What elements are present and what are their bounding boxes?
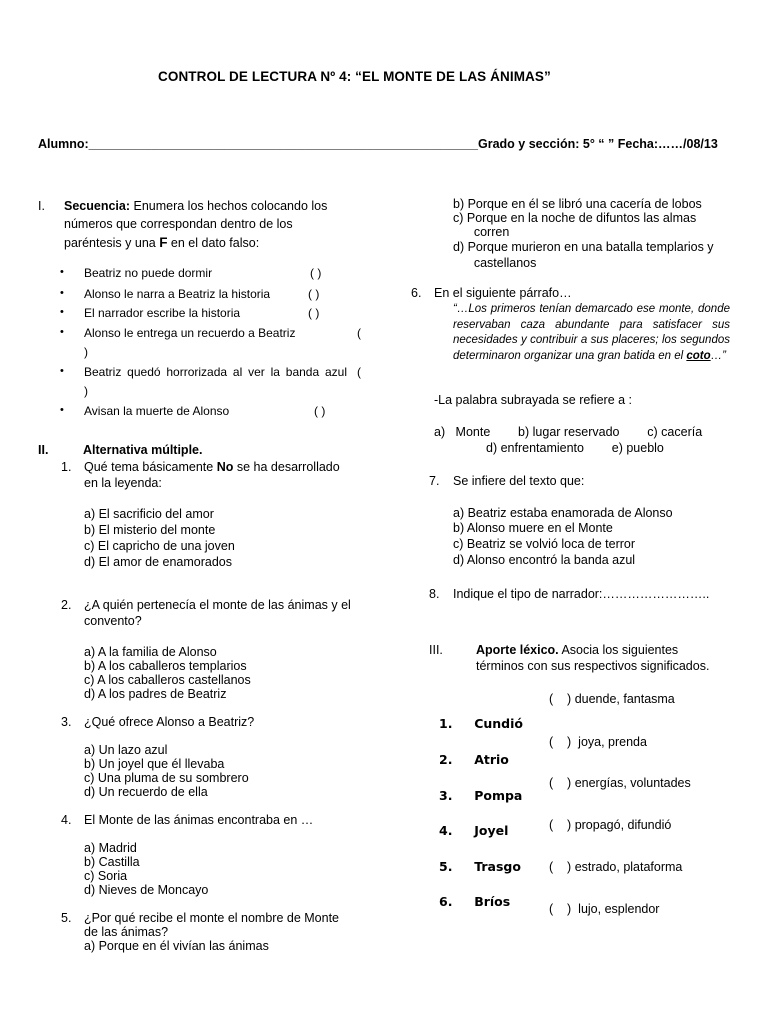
section-1-label: Secuencia: — [64, 199, 131, 213]
question-2-number: 2. — [61, 598, 72, 612]
question-5-option: a) Porque en él vivían las ánimas — [84, 939, 269, 953]
question-4-option: d) Nieves de Moncayo — [84, 883, 209, 897]
question-4-option: a) Madrid — [84, 841, 137, 855]
question-1-text: Qué tema básicamente No se ha desarrollado — [84, 460, 340, 474]
section-3-number: III. — [429, 643, 443, 657]
question-3-option: a) Un lazo azul — [84, 743, 168, 757]
question-1-option: d) El amor de enamorados — [84, 555, 232, 569]
vocab-term: 4. Joyel — [439, 823, 509, 838]
question-7-option: d) Alonso encontró la banda azul — [453, 553, 636, 567]
question-5-number: 5. — [61, 911, 72, 925]
question-7-option: b) Alonso muere en el Monte — [453, 521, 613, 535]
question-7-option: c) Beatriz se volvió loca de terror — [453, 537, 636, 551]
vocab-term: 2. Atrio — [439, 752, 509, 767]
question-1-option: a) El sacrificio del amor — [84, 507, 214, 521]
student-info-line: Alumno:________________________________________________________Grado y sección: 5° “ ” Fecha:……/08/13 — [38, 137, 718, 151]
question-3-option: d) Un recuerdo de ella — [84, 785, 208, 799]
page-title: CONTROL DE LECTURA Nº 4: “EL MONTE DE LAS ÁNIMAS” — [158, 69, 551, 84]
sequence-item: • Avisan la muerte de Alonso — [84, 404, 229, 418]
section-3-intro-line-1: Aporte léxico. Asocia los siguientes — [476, 643, 679, 657]
question-4-number: 4. — [61, 813, 72, 827]
sequence-item: • El narrador escribe la historia — [84, 306, 240, 320]
vocab-meaning: ( ) duende, fantasma — [549, 692, 675, 706]
vocab-meaning: ( ) estrado, plataforma — [549, 860, 683, 874]
question-5-option: c) Porque en la noche de difuntos las almas — [453, 211, 697, 225]
question-3-text: ¿Qué ofrece Alonso a Beatriz? — [84, 715, 255, 729]
question-6-number: 6. — [411, 286, 422, 300]
sequence-item-continuation: ) — [84, 345, 88, 359]
question-1-text-cont: en la leyenda: — [84, 476, 162, 490]
question-3-option: b) Un joyel que él llevaba — [84, 757, 225, 771]
vocab-term: 3. Pompa — [439, 788, 523, 803]
sequence-blank: ( ) — [308, 306, 320, 320]
question-4-text: El Monte de las ánimas encontraba en … — [84, 813, 314, 827]
question-5-option-cont: corren — [453, 225, 510, 239]
question-2-option: d) A los padres de Beatriz — [84, 687, 227, 701]
question-7-option: a) Beatriz estaba enamorada de Alonso — [453, 506, 673, 520]
question-1-number: 1. — [61, 460, 72, 474]
question-2-option: a) A la familia de Alonso — [84, 645, 217, 659]
sequence-blank: ( ) — [308, 287, 320, 301]
section-1-intro-line-3: paréntesis y una F en el dato falso: — [64, 235, 260, 250]
question-5-text-cont: de las ánimas? — [84, 925, 169, 939]
question-5-option: b) Porque en él se libró una cacería de lobos — [453, 197, 702, 211]
question-6-quote: “…Los primeros tenían demarcado ese monte, donde reservaban caza abundante para satisfacer sus necesidades y contribuir a sus placeres; los segundos determinaron organizar una gran batida en el coto…” — [453, 303, 730, 362]
section-1-intro-line-2: números que correspondan dentro de los — [64, 217, 293, 231]
vocab-term: 1. Cundió — [439, 716, 523, 731]
question-1-option: b) El misterio del monte — [84, 523, 216, 537]
vocab-meaning: ( ) propagó, difundió — [549, 818, 672, 832]
question-5-option-cont: castellanos — [453, 256, 537, 270]
question-3-number: 3. — [61, 715, 72, 729]
question-8-number: 8. — [429, 587, 440, 601]
question-4-option: b) Castilla — [84, 855, 140, 869]
section-3-label: Aporte léxico. — [476, 643, 559, 657]
question-2-option: b) A los caballeros templarios — [84, 659, 247, 673]
question-5-text: ¿Por qué recibe el monte el nombre de Monte — [84, 911, 339, 925]
section-1-number: I. — [38, 199, 45, 213]
underlined-word: coto — [686, 349, 711, 362]
section-2-number: II. — [38, 443, 49, 457]
sequence-blank: ( ) — [314, 404, 326, 418]
question-2-text-cont: convento? — [84, 614, 142, 628]
question-1-option: c) El capricho de una joven — [84, 539, 235, 553]
question-3-option: c) Una pluma de su sombrero — [84, 771, 249, 785]
question-6-options-line-2: d) enfrentamiento e) pueblo — [486, 441, 664, 455]
question-6-text: En el siguiente párrafo… — [434, 286, 572, 300]
question-5-option: d) Porque murieron en una batalla templarios y — [453, 240, 714, 254]
vocab-meaning: ( ) joya, prenda — [549, 735, 647, 749]
section-3-intro-line-2: términos con sus respectivos significados. — [476, 659, 710, 673]
sequence-item: • Alonso le entrega un recuerdo a Beatriz — [84, 326, 295, 340]
sequence-item: • Beatriz quedó horrorizada al ver la banda azul — [84, 365, 347, 379]
sequence-blank: ( — [357, 326, 361, 340]
sequence-item: • Beatriz no puede dormir — [84, 266, 212, 280]
sequence-item-continuation: ) — [84, 384, 88, 398]
question-6-prompt: -La palabra subrayada se refiere a : — [434, 393, 633, 407]
question-7-text: Se infiere del texto que: — [453, 474, 585, 488]
vocab-meaning: ( ) energías, voluntades — [549, 776, 691, 790]
question-2-option: c) A los caballeros castellanos — [84, 673, 251, 687]
vocab-term: 6. Bríos — [439, 894, 511, 909]
section-1-intro-line-1: Secuencia: Enumera los hechos colocando los — [64, 199, 328, 213]
vocab-term: 5. Trasgo — [439, 859, 521, 874]
question-8-text: Indique el tipo de narrador:…………………….. — [453, 587, 710, 601]
sequence-item: • Alonso le narra a Beatriz la historia — [84, 287, 270, 301]
sequence-blank: ( — [357, 365, 361, 379]
sequence-blank: ( ) — [310, 266, 322, 280]
question-7-number: 7. — [429, 474, 440, 488]
question-2-text: ¿A quién pertenecía el monte de las ánimas y el — [84, 598, 351, 612]
vocab-meaning: ( ) lujo, esplendor — [549, 902, 660, 916]
section-2-label: Alternativa múltiple. — [83, 443, 203, 457]
question-4-option: c) Soria — [84, 869, 128, 883]
question-6-options-line-1: a) Monte b) lugar reservado c) cacería — [434, 425, 703, 439]
